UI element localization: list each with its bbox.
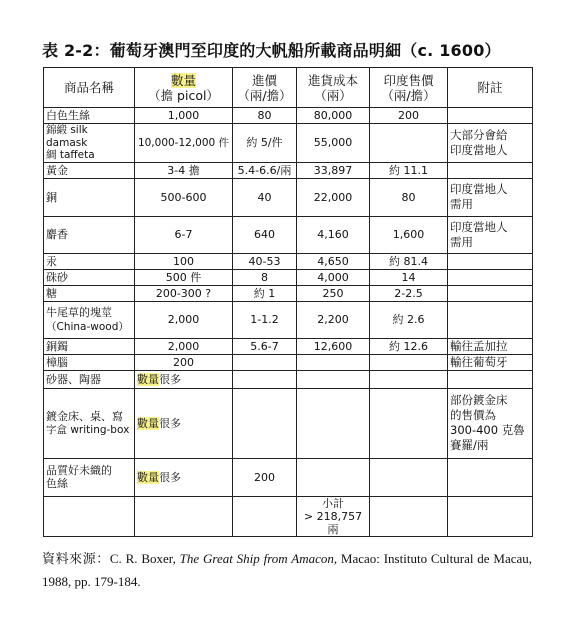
cell-note: [448, 253, 533, 269]
cell-purchase-cost: 80,000: [297, 108, 370, 124]
cell-note: [448, 301, 533, 338]
cell-purchase-price: 80: [233, 108, 297, 124]
cell-india-price: [370, 370, 448, 388]
cell-purchase-price: 40: [233, 178, 297, 216]
cell-empty: [448, 496, 533, 537]
cell-note: 輸往孟加拉: [448, 338, 533, 354]
cell-empty: [233, 496, 297, 537]
cell-name: 鍍金床、桌、寫 字盒 writing-box: [44, 388, 135, 458]
cell-purchase-price: [233, 354, 297, 370]
cell-india-price: 200: [370, 108, 448, 124]
table-row: [44, 162, 533, 178]
cell-quantity: 數量很多: [135, 370, 233, 388]
source-publication: , Macao: Instituto Cultural de Macau, 1988, pp. 179-184.: [42, 551, 533, 589]
cell-india-price: 約 12.6: [370, 338, 448, 354]
cell-name: 糖: [44, 285, 135, 301]
cell-purchase-cost: 4,650: [297, 253, 370, 269]
cell-purchase-cost: [297, 388, 370, 458]
cell-quantity: 500 件: [135, 269, 233, 285]
table-row: [44, 301, 533, 338]
cell-purchase-price: [233, 370, 297, 388]
cell-name: 錦緞 silk damask 綢 taffeta: [44, 124, 135, 163]
cell-name: 白色生絲: [44, 108, 135, 124]
cell-quantity: 500-600: [135, 178, 233, 216]
cell-name: 品質好未織的 色絲: [44, 458, 135, 496]
cell-purchase-price: 5.4-6.6/兩: [233, 162, 297, 178]
cell-quantity: 3-4 擔: [135, 162, 233, 178]
cell-purchase-cost: 33,897: [297, 162, 370, 178]
cell-quantity: 200-300 ?: [135, 285, 233, 301]
table-row: [44, 178, 533, 216]
cell-india-price: 約 2.6: [370, 301, 448, 338]
header-india-price: 印度售價 （兩/擔）: [370, 68, 448, 108]
cell-india-price: [370, 458, 448, 496]
goods-table: [43, 67, 533, 537]
cell-purchase-price: 約 5/件: [233, 124, 297, 163]
table-row: [44, 108, 533, 124]
cell-purchase-cost: 22,000: [297, 178, 370, 216]
table-row: [44, 124, 533, 163]
table-row: [44, 285, 533, 301]
cell-purchase-price: [233, 388, 297, 458]
header-name: 商品名稱: [44, 68, 135, 108]
cell-india-price: [370, 388, 448, 458]
cell-purchase-price: 8: [233, 269, 297, 285]
quantity-highlight: 數量: [137, 470, 159, 484]
cell-name: 硃砂: [44, 269, 135, 285]
cell-subtotal: 小計 > 218,757 兩: [297, 496, 370, 537]
header-quantity: 數量 （擔 picol）: [135, 68, 233, 108]
source-book-title: The Great Ship from Amacon: [179, 551, 334, 566]
cell-india-price: 80: [370, 178, 448, 216]
cell-india-price: 2-2.5: [370, 285, 448, 301]
cell-note: [448, 285, 533, 301]
cell-name: 銅鐲: [44, 338, 135, 354]
cell-name: 麝香: [44, 216, 135, 253]
cell-name: 黃金: [44, 162, 135, 178]
cell-quantity: 2,000: [135, 338, 233, 354]
cell-purchase-cost: [297, 370, 370, 388]
cell-purchase-cost: 2,200: [297, 301, 370, 338]
cell-india-price: [370, 124, 448, 163]
cell-note: [448, 370, 533, 388]
cell-india-price: 約 11.1: [370, 162, 448, 178]
header-notes: 附註: [448, 68, 533, 108]
cell-india-price: 14: [370, 269, 448, 285]
cell-india-price: 約 81.4: [370, 253, 448, 269]
cell-purchase-price: 200: [233, 458, 297, 496]
cell-quantity: 1,000: [135, 108, 233, 124]
header-purchase-cost: 進貨成本 （兩）: [297, 68, 370, 108]
cell-note: [448, 458, 533, 496]
table-row: [44, 338, 533, 354]
cell-quantity: 6-7: [135, 216, 233, 253]
table-row: [44, 216, 533, 253]
header-row: [44, 68, 533, 108]
source-label: 資料來源：: [42, 551, 110, 566]
table-row: [44, 388, 533, 458]
cell-name: 汞: [44, 253, 135, 269]
quantity-highlight: 數量: [137, 416, 159, 430]
cell-name: 牛尾草的塊莖 （China-wood）: [44, 301, 135, 338]
cell-purchase-cost: 4,160: [297, 216, 370, 253]
cell-quantity: 200: [135, 354, 233, 370]
table-row: [44, 354, 533, 370]
cell-purchase-price: 5.6-7: [233, 338, 297, 354]
cell-quantity: 2,000: [135, 301, 233, 338]
cell-purchase-cost: [297, 458, 370, 496]
cell-purchase-price: 約 1: [233, 285, 297, 301]
quantity-highlight: 數量: [170, 72, 196, 88]
subtotal-row: [44, 496, 533, 537]
source-author: C. R. Boxer,: [109, 551, 180, 566]
cell-empty: [44, 496, 135, 537]
cell-purchase-cost: 250: [297, 285, 370, 301]
cell-purchase-cost: 55,000: [297, 124, 370, 163]
table-row: [44, 370, 533, 388]
cell-note: 印度當地人 需用: [448, 178, 533, 216]
cell-name: 銅: [44, 178, 135, 216]
table-row: [44, 253, 533, 269]
cell-note: [448, 269, 533, 285]
cell-quantity: 100: [135, 253, 233, 269]
table-caption: 表 2-2：葡萄牙澳門至印度的大帆船所載商品明細（c. 1600）: [42, 41, 501, 60]
cell-note: 大部分會給 印度當地人: [448, 124, 533, 163]
table-row: [44, 269, 533, 285]
cell-name: 樟腦: [44, 354, 135, 370]
cell-name: 砂器、陶器: [44, 370, 135, 388]
cell-quantity: 數量很多: [135, 388, 233, 458]
cell-quantity: 數量很多: [135, 458, 233, 496]
header-purchase-price: 進價 （兩/擔）: [233, 68, 297, 108]
cell-note: 輸往葡萄牙: [448, 354, 533, 370]
cell-purchase-cost: [297, 354, 370, 370]
cell-india-price: [370, 354, 448, 370]
cell-purchase-price: 1-1.2: [233, 301, 297, 338]
cell-purchase-price: 40-53: [233, 253, 297, 269]
cell-purchase-cost: 4,000: [297, 269, 370, 285]
cell-purchase-price: 640: [233, 216, 297, 253]
table-row: [44, 458, 533, 496]
cell-empty: [370, 496, 448, 537]
cell-note: [448, 162, 533, 178]
source-citation: [42, 548, 532, 594]
cell-india-price: 1,600: [370, 216, 448, 253]
cell-note: [448, 108, 533, 124]
cell-purchase-cost: 12,600: [297, 338, 370, 354]
quantity-highlight: 數量: [137, 372, 159, 386]
cell-note: 部份鍍金床 的售價為 300-400 克魯 賽羅/兩: [448, 388, 533, 458]
cell-empty: [135, 496, 233, 537]
cell-note: 印度當地人 需用: [448, 216, 533, 253]
cell-quantity: 10,000-12,000 件: [135, 124, 233, 163]
